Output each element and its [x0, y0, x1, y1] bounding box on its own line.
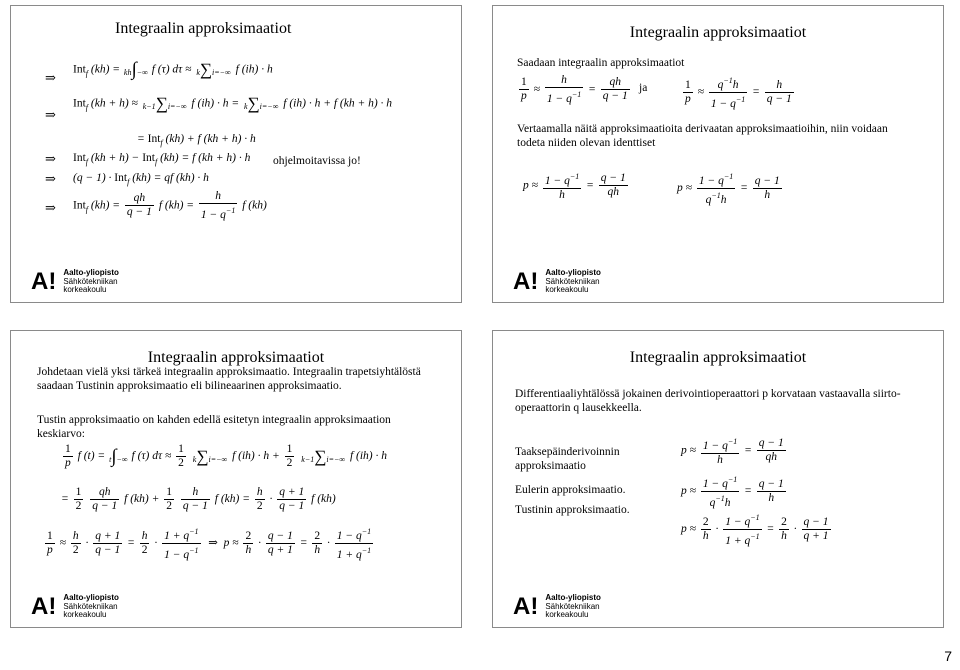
slide-title: Integraalin approksimaatiot [115, 20, 292, 37]
logo-line-1: Aalto-yliopisto [545, 268, 601, 278]
implies-arrow-icon: ⇒ [45, 70, 56, 85]
row-label-backward: Taaksepäinderivoinnin approksimaatio [515, 446, 620, 472]
formula-6: Int$_f$ (kh) = $\frac{qh}{q - 1}$ f (kh) = $\frac{h}{1 - q^{-1}}$ f (kh) [73, 190, 267, 221]
formula-p-2: p ≈ $\frac{1 - q^{-1}}{q^{-1}h}$ = $\frac{q - 1}{h}$ [677, 172, 780, 206]
formula-2: Int$_f$ (kh + h) ≈ k−1∑i=−∞ f (ih) · h = k∑i=−∞ f (ih) · h + f (kh + h) · h [73, 94, 393, 113]
slide-1 [10, 5, 462, 303]
formula-p-1: p ≈ $\frac{1 - q^{-1}}{h}$ = $\frac{q - 1}{qh}$ [523, 172, 626, 201]
aalto-logo-mark: A! [31, 593, 57, 620]
formula-backward: p ≈ $\frac{1 - q^{-1}}{h}$ = $\frac{q - 1}{qh}$ [681, 437, 784, 466]
note-text: ohjelmoitavissa jo! [273, 155, 361, 167]
logo-line-3: korkeakoulu [63, 285, 107, 295]
aalto-logo [31, 270, 119, 294]
slide-4 [492, 330, 944, 628]
formula-approx-1: $\frac{1}{p}$ ≈ $\frac{h}{1 - q^{-1}}$ = $\frac{qh}{q - 1}$ [521, 74, 628, 105]
logo-line-2: Sähkötekniikan [63, 276, 118, 286]
formula-tustin-1: $\frac{1}{p}$ f (t) = t∫−∞ f (τ) dτ ≈ $\frac{1}{2}$ k∑i=−∞ f (ih) · h + $\frac{1}{2}$ k−1∑i=−∞ f (ih) · h [65, 443, 388, 469]
formula-tustin-2: = $\frac{1}{2}$ $\frac{qh}{q - 1}$ f (kh) + $\frac{1}{2}$ $\frac{h}{q - 1}$ f (kh) = $\frac{h}{2}$ · $\frac{q + 1}{q - 1}$ f (kh) [61, 486, 336, 512]
logo-line-3: korkeakoulu [63, 610, 107, 620]
row-label-tustin: Tustinin approksimaatio. [515, 504, 630, 516]
slide-title: Integraalin approksimaatiot [629, 349, 807, 366]
formula-3: = Int$_f$ (kh) + f (kh + h) · h [137, 133, 256, 148]
formula-tustin-3: $\frac{1}{p}$ ≈ $\frac{h}{2}$ · $\frac{q + 1}{q - 1}$ = $\frac{h}{2}$ · $\frac{1 + q^{-1}}{1 - q^{-1}}$ ⇒ p ≈ $\frac{2}{h}$ · $\frac{q - 1}{q + 1}$ = $\frac{2}{h}$ · $\frac{1 - q^{-1}}{1 + q^{-1}}$ [47, 527, 372, 561]
slide-title: Integraalin approksimaatiot [147, 349, 325, 366]
ja-text: ja [639, 82, 648, 94]
logo-line-1: Aalto-yliopisto [63, 593, 119, 603]
logo-line-3: korkeakoulu [545, 285, 589, 295]
formula-tustin: p ≈ $\frac{2}{h}$ · $\frac{1 - q^{-1}}{1 + q^{-1}}$ = $\frac{2}{h}$ · $\frac{q - 1}{q + 1}$ [681, 513, 829, 547]
implies-arrow-icon: ⇒ [45, 107, 56, 122]
row-label-euler: Eulerin approksimaatio. [515, 484, 626, 496]
paragraph: Vertaamalla näitä approksimaatioita derivaatan approksimaatioihin, niin voidaan todeta niiden olevan identtiset [517, 123, 888, 149]
slide-3 [10, 330, 462, 628]
formula-euler: p ≈ $\frac{1 - q^{-1}}{q^{-1}h}$ = $\frac{q - 1}{h}$ [681, 475, 784, 509]
aalto-logo-mark: A! [513, 268, 539, 295]
aalto-logo [513, 595, 601, 619]
slide-title: Integraalin approksimaatiot [629, 24, 807, 41]
slide-2 [492, 5, 944, 303]
aalto-logo [31, 595, 119, 619]
aalto-logo-mark: A! [513, 593, 539, 620]
logo-line-2: Sähkötekniikan [63, 601, 118, 611]
implies-arrow-icon: ⇒ [208, 536, 218, 549]
formula-approx-2: $\frac{1}{p}$ ≈ $\frac{q^{-1}h}{1 - q^{-1}}$ = $\frac{h}{q - 1}$ [685, 76, 792, 110]
implies-arrow-icon: ⇒ [45, 171, 56, 186]
implies-arrow-icon: ⇒ [45, 151, 56, 166]
formula-5: (q − 1) · Int$_f$ (kh) = qf (kh) · h [73, 172, 209, 187]
aalto-logo-mark: A! [31, 268, 57, 295]
paragraph: Differentiaaliyhtälössä jokainen derivointioperaattori p korvataan vastaavalla siirto-operaattorin q lausekkeella. [515, 388, 901, 414]
page-number: 7 [944, 648, 952, 664]
aalto-logo [513, 270, 601, 294]
implies-arrow-icon: ⇒ [45, 200, 56, 215]
logo-line-3: korkeakoulu [545, 610, 589, 620]
formula-1: Int$_f$ (kh) = kh∫−∞ f (τ) dτ ≈ k∑i=−∞ f (ih) · h [73, 59, 273, 80]
logo-line-1: Aalto-yliopisto [63, 268, 119, 278]
paragraph-1: Johdetaan vielä yksi tärkeä integraalin approksimaatio. Integraalin trapetsiyhtälöstä saadaan Tustinin approksimaatio eli bilineaarinen approksimaatio. [37, 366, 421, 392]
logo-line-1: Aalto-yliopisto [545, 593, 601, 603]
logo-line-2: Sähkötekniikan [545, 601, 600, 611]
logo-line-2: Sähkötekniikan [545, 276, 600, 286]
intro-text: Saadaan integraalin approksimaatiot [517, 57, 685, 69]
paragraph-2: Tustin approksimaatio on kahden edellä esitetyn integraalin approksimaation keskiarvo: [37, 414, 391, 440]
formula-4: Int$_f$ (kh + h) − Int$_f$ (kh) = f (kh + h) · h [73, 152, 251, 167]
